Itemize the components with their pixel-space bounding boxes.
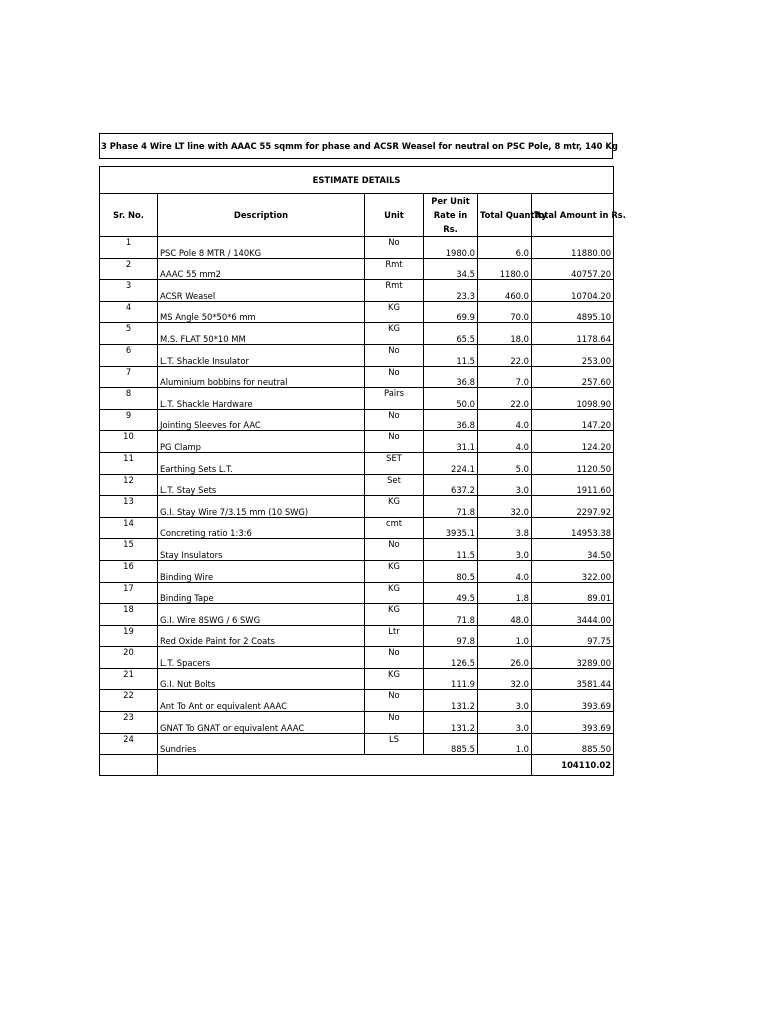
cell-sr-no: 6 — [100, 344, 158, 366]
cell-description: Jointing Sleeves for AAC — [158, 409, 365, 431]
grand-total: 104110.02 — [532, 755, 614, 776]
table-row — [100, 301, 614, 323]
table-row — [100, 474, 614, 496]
cell-quantity: 18.0 — [478, 323, 532, 345]
cell-quantity: 1180.0 — [478, 258, 532, 280]
cell-description: PSC Pole 8 MTR / 140KG — [158, 237, 365, 259]
cell-unit: Pairs — [365, 388, 424, 410]
cell-description: G.I. Stay Wire 7/3.15 mm (10 SWG) — [158, 496, 365, 518]
cell-rate: 131.2 — [424, 712, 478, 734]
cell-unit: KG — [365, 301, 424, 323]
estimate-table — [99, 166, 626, 776]
cell-rate: 31.1 — [424, 431, 478, 453]
cell-description: L.T. Stay Sets — [158, 474, 365, 496]
cell-rate: 69.9 — [424, 301, 478, 323]
cell-description: PG Clamp — [158, 431, 365, 453]
cell-description: AAAC 55 mm2 — [158, 258, 365, 280]
cell-quantity: 1.0 — [478, 625, 532, 647]
table-row — [100, 712, 614, 734]
total-row — [100, 755, 614, 776]
column-header-rate — [424, 194, 478, 237]
cell-description: Sundries — [158, 733, 365, 755]
cell-amount: 89.01 — [532, 582, 614, 604]
cell-quantity: 3.0 — [478, 690, 532, 712]
header-row — [100, 194, 614, 237]
cell-quantity: 4.0 — [478, 409, 532, 431]
cell-amount: 147.20 — [532, 409, 614, 431]
cell-unit: No — [365, 539, 424, 561]
table-row — [100, 280, 614, 302]
cell-sr-no: 12 — [100, 474, 158, 496]
cell-sr-no: 19 — [100, 625, 158, 647]
table-row — [100, 560, 614, 582]
cell-unit: cmt — [365, 517, 424, 539]
document-title: 3 Phase 4 Wire LT line with AAAC 55 sqmm for phase and ACSR Weasel for neutral on PSC Pole, 8 mtr, 140 Kg — [99, 133, 613, 159]
cell-amount: 3444.00 — [532, 604, 614, 626]
column-header-amount: Total Amount in Rs. — [532, 194, 614, 237]
cell-unit: No — [365, 712, 424, 734]
cell-description: GNAT To GNAT or equivalent AAAC — [158, 712, 365, 734]
cell-rate: 126.5 — [424, 647, 478, 669]
cell-rate: 111.9 — [424, 668, 478, 690]
cell-unit: Ltr — [365, 625, 424, 647]
table-row — [100, 647, 614, 669]
cell-sr-no: 24 — [100, 733, 158, 755]
cell-sr-no: 14 — [100, 517, 158, 539]
cell-sr-no: 7 — [100, 366, 158, 388]
cell-unit: No — [365, 344, 424, 366]
cell-rate: 637.2 — [424, 474, 478, 496]
cell-rate: 23.3 — [424, 280, 478, 302]
cell-amount: 1120.50 — [532, 452, 614, 474]
cell-description: Aluminium bobbins for neutral — [158, 366, 365, 388]
cell-sr-no: 16 — [100, 560, 158, 582]
cell-amount: 40757.20 — [532, 258, 614, 280]
cell-amount: 14953.38 — [532, 517, 614, 539]
table-row — [100, 690, 614, 712]
cell-description: Ant To Ant or equivalent AAAC — [158, 690, 365, 712]
cell-sr-no: 17 — [100, 582, 158, 604]
table-row — [100, 539, 614, 561]
table-row — [100, 323, 614, 345]
cell-amount: 34.50 — [532, 539, 614, 561]
cell-quantity: 26.0 — [478, 647, 532, 669]
cell-quantity: 1.8 — [478, 582, 532, 604]
column-header-sr: Sr. No. — [100, 194, 158, 237]
cell-amount: 97.75 — [532, 625, 614, 647]
cell-unit: No — [365, 366, 424, 388]
cell-amount: 393.69 — [532, 690, 614, 712]
cell-sr-no: 5 — [100, 323, 158, 345]
cell-sr-no: 15 — [100, 539, 158, 561]
cell-quantity: 22.0 — [478, 388, 532, 410]
cell-quantity: 3.0 — [478, 474, 532, 496]
cell-rate: 97.8 — [424, 625, 478, 647]
cell-unit: KG — [365, 582, 424, 604]
cell-rate: 11.5 — [424, 344, 478, 366]
cell-quantity: 3.0 — [478, 712, 532, 734]
cell-sr-no: 4 — [100, 301, 158, 323]
cell-unit: KG — [365, 604, 424, 626]
cell-unit: SET — [365, 452, 424, 474]
table-row — [100, 582, 614, 604]
cell-quantity: 460.0 — [478, 280, 532, 302]
cell-rate: 131.2 — [424, 690, 478, 712]
cell-amount: 2297.92 — [532, 496, 614, 518]
cell-amount: 1098.90 — [532, 388, 614, 410]
cell-description: Red Oxide Paint for 2 Coats — [158, 625, 365, 647]
spacer — [99, 159, 613, 166]
table-row — [100, 452, 614, 474]
cell-quantity: 1.0 — [478, 733, 532, 755]
column-header-description: Description — [158, 194, 365, 237]
cell-unit: Set — [365, 474, 424, 496]
cell-rate: 224.1 — [424, 452, 478, 474]
cell-quantity: 32.0 — [478, 668, 532, 690]
cell-unit: KG — [365, 560, 424, 582]
cell-description: L.T. Spacers — [158, 647, 365, 669]
cell-quantity: 22.0 — [478, 344, 532, 366]
cell-amount: 10704.20 — [532, 280, 614, 302]
cell-unit: Rmt — [365, 258, 424, 280]
cell-sr-no: 8 — [100, 388, 158, 410]
total-blank-cell — [100, 755, 158, 776]
cell-rate: 71.8 — [424, 496, 478, 518]
rate-header-line2: Rate in Rs. — [433, 210, 468, 234]
cell-sr-no: 18 — [100, 604, 158, 626]
section-title: ESTIMATE DETAILS — [100, 167, 614, 194]
table-row — [100, 496, 614, 518]
cell-quantity: 6.0 — [478, 237, 532, 259]
cell-rate: 49.5 — [424, 582, 478, 604]
cell-description: M.S. FLAT 50*10 MM — [158, 323, 365, 345]
cell-description: L.T. Shackle Hardware — [158, 388, 365, 410]
cell-quantity: 4.0 — [478, 431, 532, 453]
cell-rate: 34.5 — [424, 258, 478, 280]
cell-amount: 4895.10 — [532, 301, 614, 323]
cell-amount: 885.50 — [532, 733, 614, 755]
cell-description: G.I. Wire 8SWG / 6 SWG — [158, 604, 365, 626]
cell-amount: 1178.64 — [532, 323, 614, 345]
table-row — [100, 431, 614, 453]
cell-unit: Rmt — [365, 280, 424, 302]
cell-sr-no: 3 — [100, 280, 158, 302]
table-row — [100, 366, 614, 388]
cell-description: Binding Tape — [158, 582, 365, 604]
cell-amount: 124.20 — [532, 431, 614, 453]
cell-unit: No — [365, 409, 424, 431]
cell-rate: 65.5 — [424, 323, 478, 345]
cell-quantity: 5.0 — [478, 452, 532, 474]
table-row — [100, 625, 614, 647]
cell-rate: 80.5 — [424, 560, 478, 582]
cell-sr-no: 1 — [100, 237, 158, 259]
cell-amount: 253.00 — [532, 344, 614, 366]
cell-unit: No — [365, 690, 424, 712]
cell-rate: 71.8 — [424, 604, 478, 626]
estimate-title-row — [100, 167, 614, 194]
cell-sr-no: 11 — [100, 452, 158, 474]
cell-unit: KG — [365, 496, 424, 518]
table-row — [100, 409, 614, 431]
cell-description: L.T. Shackle Insulator — [158, 344, 365, 366]
cell-rate: 3935.1 — [424, 517, 478, 539]
cell-rate: 36.8 — [424, 366, 478, 388]
cell-description: G.I. Nut Bolts — [158, 668, 365, 690]
table-row — [100, 237, 614, 259]
cell-description: Earthing Sets L.T. — [158, 452, 365, 474]
table-row — [100, 733, 614, 755]
table-row — [100, 344, 614, 366]
cell-quantity: 3.8 — [478, 517, 532, 539]
cell-amount: 322.00 — [532, 560, 614, 582]
cell-quantity: 3.0 — [478, 539, 532, 561]
cell-quantity: 70.0 — [478, 301, 532, 323]
table-row — [100, 388, 614, 410]
cell-unit: No — [365, 237, 424, 259]
cell-unit: KG — [365, 668, 424, 690]
cell-description: Stay Insulators — [158, 539, 365, 561]
cell-description: ACSR Weasel — [158, 280, 365, 302]
estimate-sheet — [99, 133, 626, 776]
cell-sr-no: 22 — [100, 690, 158, 712]
cell-sr-no: 9 — [100, 409, 158, 431]
cell-amount: 3581.44 — [532, 668, 614, 690]
column-header-quantity: Total Quantity — [478, 194, 532, 237]
rate-header-line1: Per Unit — [431, 196, 470, 206]
cell-sr-no: 2 — [100, 258, 158, 280]
cell-description: Binding Wire — [158, 560, 365, 582]
table-row — [100, 517, 614, 539]
cell-sr-no: 10 — [100, 431, 158, 453]
cell-rate: 885.5 — [424, 733, 478, 755]
cell-unit: KG — [365, 323, 424, 345]
cell-amount: 257.60 — [532, 366, 614, 388]
cell-rate: 11.5 — [424, 539, 478, 561]
cell-unit: No — [365, 647, 424, 669]
cell-sr-no: 21 — [100, 668, 158, 690]
cell-description: Concreting ratio 1:3:6 — [158, 517, 365, 539]
table-row — [100, 258, 614, 280]
cell-quantity: 7.0 — [478, 366, 532, 388]
cell-sr-no: 20 — [100, 647, 158, 669]
cell-amount: 393.69 — [532, 712, 614, 734]
cell-rate: 1980.0 — [424, 237, 478, 259]
cell-description: MS Angle 50*50*6 mm — [158, 301, 365, 323]
cell-sr-no: 23 — [100, 712, 158, 734]
table-row — [100, 604, 614, 626]
cell-quantity: 48.0 — [478, 604, 532, 626]
cell-amount: 3289.00 — [532, 647, 614, 669]
cell-rate: 50.0 — [424, 388, 478, 410]
cell-quantity: 32.0 — [478, 496, 532, 518]
cell-unit: No — [365, 431, 424, 453]
table-row — [100, 668, 614, 690]
cell-amount: 1911.60 — [532, 474, 614, 496]
cell-sr-no: 13 — [100, 496, 158, 518]
column-header-unit: Unit — [365, 194, 424, 237]
cell-quantity: 4.0 — [478, 560, 532, 582]
cell-rate: 36.8 — [424, 409, 478, 431]
cell-unit: LS — [365, 733, 424, 755]
cell-amount: 11880.00 — [532, 237, 614, 259]
total-blank-span — [158, 755, 532, 776]
